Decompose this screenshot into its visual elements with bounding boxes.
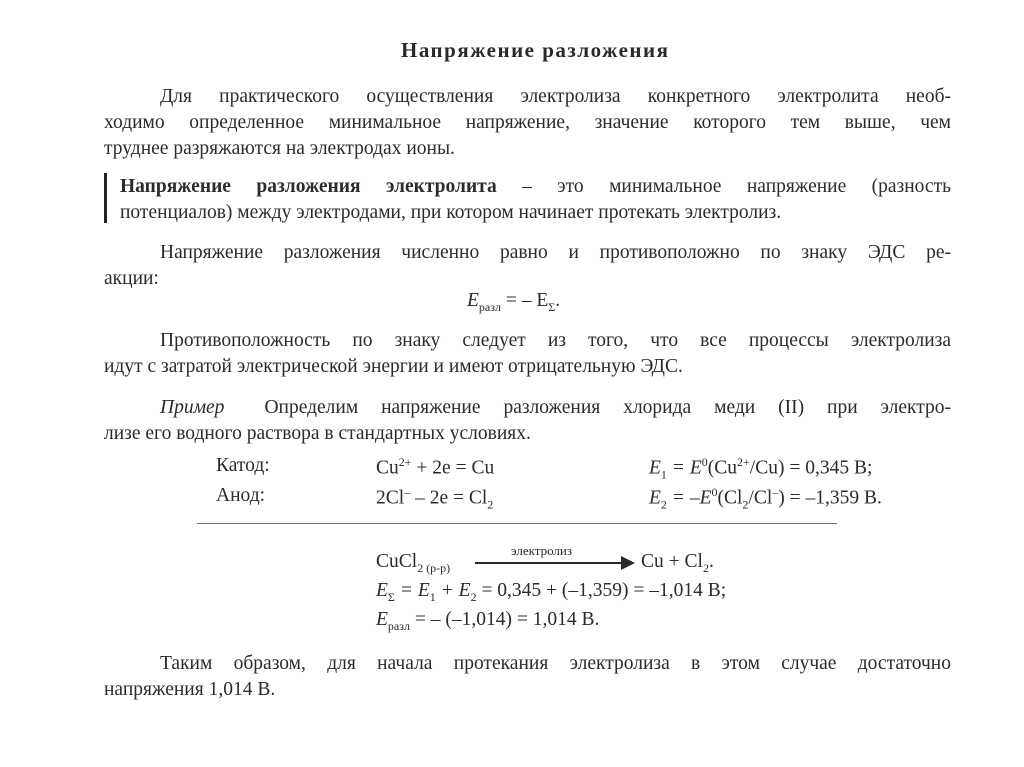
definition-text: потенциалов) между электродами, при котором начинает протекать электролиз. — [120, 202, 782, 223]
paragraph-intro — [104, 84, 951, 162]
equation-emf-sum: $E_\Sigma = E_1 + E_2 = 0,345 + (-1,359) = -1,014$ В; — [376, 580, 727, 604]
paragraph-line: Для практического осуществления электролиза конкретного электролита необ- — [160, 86, 951, 107]
definition-term: Напряжение разложения электролита — [120, 176, 497, 197]
overall-reaction-right: $Cu + Cl_2$. — [641, 551, 714, 575]
definition-marker — [104, 173, 107, 223]
arrow-head-icon — [621, 556, 635, 570]
cathode-label: Катод: — [216, 455, 270, 476]
paragraph-line: труднее разряжаются на электродах ионы. — [104, 138, 455, 159]
anode-label: Анод: — [216, 485, 266, 506]
anode-reaction: $2Cl^- - 2e = Cl_2$ — [376, 485, 494, 512]
page-title: Напряжение разложения — [401, 38, 670, 62]
cathode-reaction: $Cu^{2+} + 2e = Cu$ — [376, 455, 495, 479]
paragraph-sign — [104, 328, 951, 380]
definition-block — [120, 174, 951, 226]
paragraph-line: идут с затратой электрической энергии и имеют отрицательную ЭДС. — [104, 356, 683, 377]
equation-decomposition-voltage: $E_{разл}$ = – $E_\Sigma$. — [467, 290, 561, 314]
example-block — [104, 395, 951, 447]
paragraph-line: Противоположность по знаку следует из того, что все процессы электролиза — [160, 330, 951, 351]
arrow-line — [475, 562, 625, 564]
overall-reaction-left: CuCl$_{2 (р-р)}$ — [376, 551, 451, 575]
paragraph-line: Напряжение разложения численно равно и противоположно по знаку ЭДС ре- — [160, 242, 951, 263]
example-label: Пример — [160, 397, 225, 418]
paragraph-conclusion — [104, 651, 951, 703]
arrow-label: электролиз — [511, 543, 572, 558]
definition-text: – это минимальное напряжение (разность — [496, 176, 951, 197]
paragraph-line: акции: — [104, 268, 159, 289]
cathode-potential: $E_1 = E^0(Cu^{2+}/Cu) = 0,345$ В; — [649, 455, 873, 482]
equation-decomposition-result: $E_{разл}$ = – (–1,014) = 1,014 В. — [376, 609, 600, 633]
paragraph-line: ходимо определенное минимальное напряжение, значение которого тем выше, чем — [104, 112, 951, 133]
summation-divider — [197, 523, 837, 524]
reaction-arrow — [475, 543, 637, 573]
example-text: Определим напряжение разложения хлорида меди (II) при электро- — [264, 397, 951, 418]
anode-potential: $E_2 = -E^0(Cl_2/Cl^-) = -1,359$ В. — [649, 485, 882, 512]
paragraph-line: Таким образом, для начала протекания электролиза в этом случае достаточно — [160, 653, 951, 674]
paragraph-line: напряжения 1,014 В. — [104, 679, 276, 700]
paragraph-emf — [104, 240, 951, 292]
example-text: лизе его водного раствора в стандартных условиях. — [104, 423, 531, 444]
